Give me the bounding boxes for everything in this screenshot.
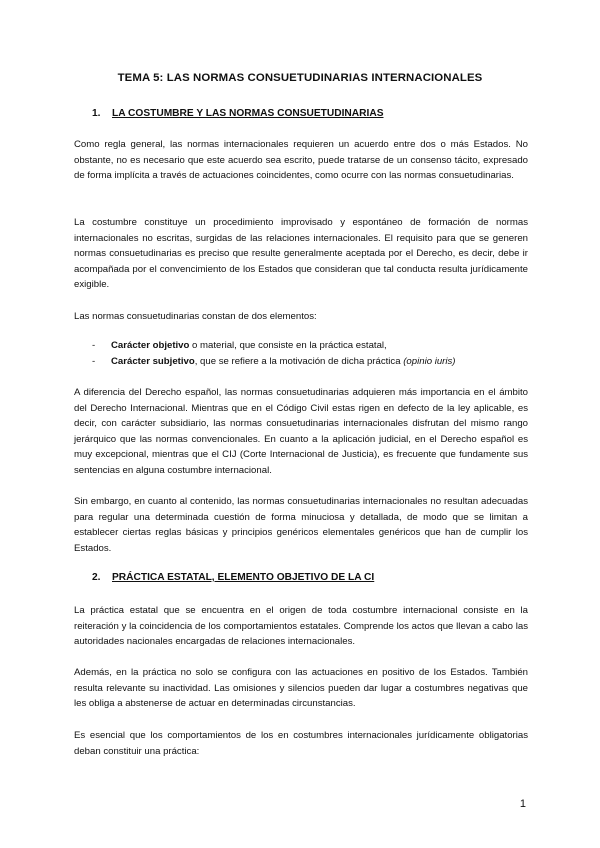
elements-list (92, 338, 532, 370)
paragraph-2: La costumbre constituye un procedimiento improvisado y espontáneo de formación de normas internacionales no escritas, surgidas de las relaciones internacionales. El requisito para que se generen normas consuetudinarias es preciso que resulte generalmente aceptada por el Derecho, es decir, debe ir acompañada por el convencimiento de los Estados que consideran que tal conducta resulta jurídicamente exigible. (74, 217, 528, 290)
section-heading-2 (92, 572, 374, 583)
list-bullet: - (92, 340, 96, 351)
page-number: 1 (519, 798, 526, 810)
list-item-bold: Carácter subjetivo (111, 356, 195, 367)
section-heading-1 (92, 108, 384, 119)
section-number: 1. (92, 108, 101, 119)
list-item (92, 338, 532, 354)
list-item-text: o material, que consiste en la práctica estatal, (189, 340, 387, 351)
paragraph-1: Como regla general, las normas internacionales requieren un acuerdo entre dos o más Estados. No obstante, no es necesario que este acuerdo sea escrito, puede tratarse de un consenso tácito, expresado de forma implícita a través de actuaciones coincidentes, como ocurre con las normas consuetudinarias. (74, 139, 528, 181)
list-item-italic: (opinio iuris) (403, 356, 456, 367)
section-heading-text: LA COSTUMBRE Y LAS NORMAS CONSUETUDINARIAS (112, 108, 384, 119)
paragraph-7: Además, en la práctica no solo se configura con las actuaciones en positivo de los Estados. También resulta relevante su inactividad. Las omisiones y silencios pueden dar lugar a costumbres negativas que les obliga a abstenerse de actuar en determinadas circunstancias. (74, 667, 528, 709)
paragraph-3: Las normas consuetudinarias constan de dos elementos: (74, 311, 317, 322)
page-title: TEMA 5: LAS NORMAS CONSUETUDINARIAS INTERNACIONALES (117, 72, 483, 84)
paragraph-4: A diferencia del Derecho español, las normas consuetudinarias adquieren más importancia en el ámbito del Derecho Internacional. Mientras que en el Código Civil estas rigen en defecto de la ley aplicable, es decir, con carácter subsidiario, las normas consuetudinarias internacionales disfrutan del mismo rango jerárquico que las normas convencionales. En cuanto a la aplicación judicial, en el Derecho español es muy excepcional, mientras que el CIJ (Corte Internacional de Justicia), es frecuente que fundamente sus sentencias en alguna costumbre internacional. (74, 387, 528, 476)
list-item-text: , que se refiere a la motivación de dicha práctica (194, 356, 404, 367)
paragraph-8: Es esencial que los comportamientos de los en costumbres internacionales jurídicamente obligatorias deban constituir una práctica: (74, 730, 528, 757)
list-item (92, 354, 532, 370)
section-number: 2. (92, 572, 101, 583)
list-bullet: - (92, 356, 96, 367)
paragraph-6: La práctica estatal que se encuentra en el origen de toda costumbre internacional consiste en la reiteración y la coincidencia de los comportamientos estatales. Comprende los actos que llevan a cabo las autoridades nacionales encargadas de relaciones internacionales. (74, 605, 528, 647)
list-item-bold: Carácter objetivo (111, 340, 190, 351)
section-heading-text: PRÁCTICA ESTATAL, ELEMENTO OBJETIVO DE LA CI (112, 572, 375, 583)
paragraph-5: Sin embargo, en cuanto al contenido, las normas consuetudinarias internacionales no resultan adecuadas para regular una determinada cuestión de forma minuciosa y detallada, de modo que se limitan a establecer ciertas reglas básicas y principios genéricos elementales genéricos que han de cumplir los Estados. (74, 496, 528, 554)
